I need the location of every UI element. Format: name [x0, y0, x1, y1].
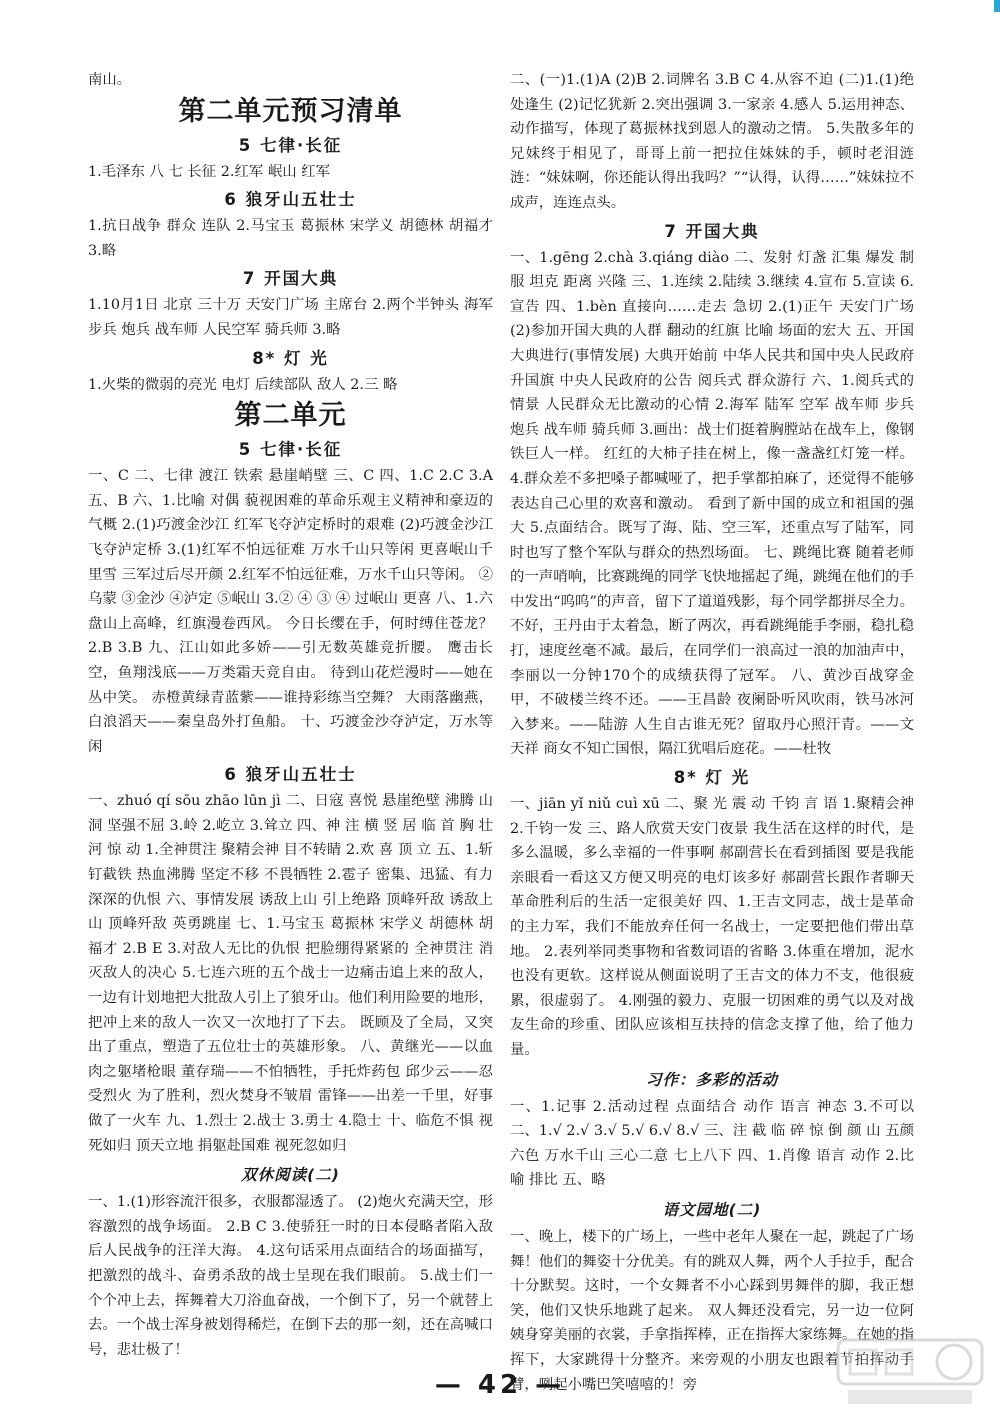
unit-heading: 第二单元: [234, 400, 347, 432]
page-edge-mark: [994, 0, 1000, 12]
answer-paragraph: 1.10月1日 北京 三十万 天安门广场 主席台 2.两个半钟头 海军 步兵 炮兵 战车师 人民空军 骑兵师 3.略: [88, 297, 493, 338]
section-heading: 双休阅读(二): [241, 1166, 340, 1185]
lesson-heading: 5 七律·长征: [238, 135, 343, 155]
answer-paragraph: 一、晚上，楼下的广场上，一些中老年人聚在一起，跳起了广场舞！他们的舞姿十分优美。有的跳双人舞，两个人手拉手，配合十分默契。这时，一个女舞者不小心踩到男舞伴的脚，我正想笑，他们又快乐地跳了起来。 双人舞还没看完，另一边一位阿姨身穿美丽的衣裳，手拿指挥棒，正在指挥大家练舞。在她的指挥下，大家跳得十分整齐。来旁观的小朋友也跟着节拍挥动手臂，咧起小嘴巴笑嘻嘻的！旁: [510, 1228, 914, 1393]
page-number: — 42 —: [434, 1370, 566, 1400]
answer-paragraph: 一、zhuó qí sōu zhāo lūn jì 二、日寇 喜悦 悬崖绝壁 沸腾 山洞 坚强不屈 3.岭 2.屹立 3.耸立 四、神 注 横 竖 居 临 首 胸 壮 河 惊 动 1.全神贯注 聚精会神 目不转睛 2.欢 喜 顶 立 五、1.斩钉截铁 热血沸腾 坚定不移 不畏牺牲 2.雹子 密集、迅猛、有力 深深的仇恨 六、事情发展 诱敌上山 引上绝路 顶峰歼敌 诱敌上山 顶峰歼敌 英勇跳崖 七、1.马宝玉 葛振林 宋学义 胡德林 胡福才 2.B E 3.对敌人无比的仇恨 把脸绷得紧紧的 全神贯注 消灭敌人的决心 5.七连六班的五个战士一边痛击追上来的敌人，一边有计划地把大批敌人引上了狼牙山。他们利用险要的地形，把冲上来的敌人一次又一次地打了下去。 既顾及了全局，又突出了重点，塑造了五位壮士的英雄形象。 八、黄继光——以血肉之躯堵枪眼 董存瑞——不怕牺牲，手托炸药包 邱少云——忍受烈火 为了胜利，烈火焚身不皱眉 雷锋——出差一千里，好事做了一火车 九、1.烈士 2.战士 3.勇士 4.隐士 十、临危不惧 视死如归 顶天立地 捐躯赴国难 视死忽如归: [88, 793, 493, 1154]
lesson-heading: 6 狼牙山五壮士: [224, 190, 357, 210]
answer-paragraph: 一、C 二、七律 渡江 铁索 悬崖峭壁 三、C 四、1.C 2.C 3.A 五、B 六、1.比喻 对偶 藐视困难的革命乐观主义精神和豪迈的气概 2.(1)巧渡金沙江 红军飞夺泸定桥时的艰难 (2)巧渡金沙江 飞夺泸定桥 3.(1)红军不怕远征难 万水千山只等闲 更喜岷山千里雪 三军过后尽开颜 2.红军不怕远征难，万水千山只等闲。 ②乌蒙 ③金沙 ④泸定 ⑤岷山 3.② ④ ③ ④ 过岷山 更喜 八、1.六盘山上高峰，红旗漫卷西风。 今日长缨在手，何时缚住苍龙？ 2.B 3.B 九、江山如此多娇——引无数英雄竞折腰。 鹰击长空，鱼翔浅底——万类霜天竞自由。 待到山花烂漫时——她在丛中笑。 赤橙黄绿青蓝紫——谁持彩练当空舞？ 大雨落幽燕，白浪滔天——秦皇岛外打鱼船。 十、巧渡金沙夺泸定，万水等闲: [88, 468, 493, 755]
answer-paragraph: 一、jiān yǐ niǔ cuì xū 二、聚 光 震 动 千钧 言 语 1.聚精会神 2.千钧一发 三、路人欣赏天安门夜景 我生活在这样的时代，是多么温暖，多么幸福的一件事啊 郝副营长在看到插图 要是我能亲眼看一看这又方便又明亮的电灯该多好 郝副营长跟作者聊天 革命胜利后的生活一定很美好 四、1.王吉文同志，战士是革命的主力军，我们不能放弃任何一名战士，一定要把他们带出草地。 2.表列举同类事物和省数词语的省略 3.体重在增加，泥水也没有更软。这样说从侧面说明了王吉文的体力不支，他很疲累，很虚弱了。 4.刚强的毅力、克服一切困难的勇气以及对战友生命的珍重、团队应该相互扶持的信念支撑了他，给了他力量。: [510, 796, 914, 1058]
answer-paragraph: 一、1.gēng 2.chà 3.qiáng diào 二、发射 灯盏 汇集 爆发 制服 坦克 距离 兴隆 三、1.连续 2.陆续 3.继续 4.宣布 5.宣读 6.宣告 四、1.bèn 直接向……走去 急切 2.(1)正午 天安门广场 (2)参加开国大典的人群 翻动的红旗 比喻 场面的宏大 五、开国大典进行(事情发展) 大典开始前 中华人民共和国中央人民政府 升国旗 中央人民政府的公告 阅兵式 群众游行 六、1.阅兵式的情景 人民群众无比激动的心情 2.海军 陆军 空军 战车师 步兵 炮兵 战车师 骑兵师 3.画出：战士们挺着胸膛站在战车上，像钢铁巨人一样。 红红的大柿子挂在树上，像一盏盏红灯笼一样。 4.群众差不多把嗓子都喊哑了，把手掌都拍麻了，还觉得不能够表达自己心里的欢喜和激动。 看到了新中国的成立和祖国的强大 5.点面结合。既写了海、陆、空三军，还重点写了陆军，同时也写了整个军队与群众的热烈场面。 七、跳绳比赛 随着老师的一声哨响，比赛跳绳的同学飞快地摇起了绳，跳绳在他们的手中发出“呜呜”的声音，留下了道道残影，每个同学都拼尽全力。不好，王丹由于太着急，断了两次，再看跳绳能手李丽，稳扎稳打，速度丝毫不减。最后，在同学们一浪高过一浪的加油声中，李丽以一分钟170个的成绩获得了冠军。 八、黄沙百战穿金甲，不破楼兰终不还。——王昌龄 夜阑卧听风吹雨，铁马冰河入梦来。——陆游 人生自古谁无死？留取丹心照汗青。——文天祥 商女不知亡国恨，隔江犹唱后庭花。——杜牧: [510, 249, 914, 758]
right-column: [510, 68, 914, 1397]
answer-paragraph: 1.抗日战争 群众 连队 2.马宝玉 葛振林 宋学义 胡德林 胡福才 3.略: [88, 218, 493, 259]
unit-heading: 第二单元预习清单: [178, 95, 403, 127]
answer-paragraph: 一、1.记事 2.活动过程 点面结合 动作 语言 神态 3.不可以 二、1.√ 2.√ 3.√ 5.√ 6.√ 8.√ 三、注 截 临 碎 惊 倒 颜 山 五颜六色 万水千山 三心二意 七上八下 四、1.肖像 语言 动作 2.比喻 排比 五、略: [510, 1098, 914, 1189]
lesson-heading: 8* 灯 光: [252, 348, 329, 368]
lesson-heading: 5 七律·长征: [238, 440, 343, 460]
watermark-logo: [836, 1338, 984, 1408]
answer-paragraph: 1.火柴的微弱的亮光 电灯 后续部队 敌人 2.三 略: [88, 376, 398, 393]
answer-paragraph: 一、1.(1)形容流汗很多，衣服都湿透了。 (2)炮火充满天空，形容激烈的战争场面。 2.B C 3.使骄狂一时的日本侵略者陷入敌后人民战争的汪洋大海。 4.这句话采用点面结合的场面描写，把激烈的战斗、奋勇杀敌的战士呈现在我们眼前。 5.战士们一个个冲上去，挥舞着大刀浴血奋战，一个倒下了，另一个就替上去。一个战士浑身被划得稀烂，在倒下去的那一刻，还在高喊口号，悲壮极了！: [88, 1194, 493, 1358]
answer-paragraph: 1.毛泽东 八 七 长征 2.红军 岷山 红军: [88, 163, 330, 180]
lesson-heading: 7 开国大典: [664, 221, 760, 241]
lesson-heading: 7 开国大典: [242, 269, 339, 289]
section-heading: 语文园地(二): [662, 1200, 762, 1219]
section-heading: 习作：多彩的活动: [645, 1070, 778, 1089]
answer-paragraph: 南山。: [88, 72, 132, 88]
lesson-heading: 6 狼牙山五壮士: [224, 765, 357, 785]
lesson-heading: 8* 灯 光: [673, 768, 751, 788]
answer-paragraph: 二、(一)1.(1)A (2)B 2.词牌名 3.B C 4.从容不迫 (二)1.(1)绝处逢生 (2)记忆犹新 2.突出强调 3.一家亲 4.感人 5.运用神态、动作描写，体现了葛振林找到恩人的激动之情。 5.失散多年的兄妹终于相见了，哥哥上前一把拉住妹妹的手，顿时老泪涟涟：“妹妹啊，你还能认得出我吗？”“认得，认得……”妹妹拉不成声，连连点头。: [510, 72, 914, 211]
left-column: [88, 68, 493, 1362]
